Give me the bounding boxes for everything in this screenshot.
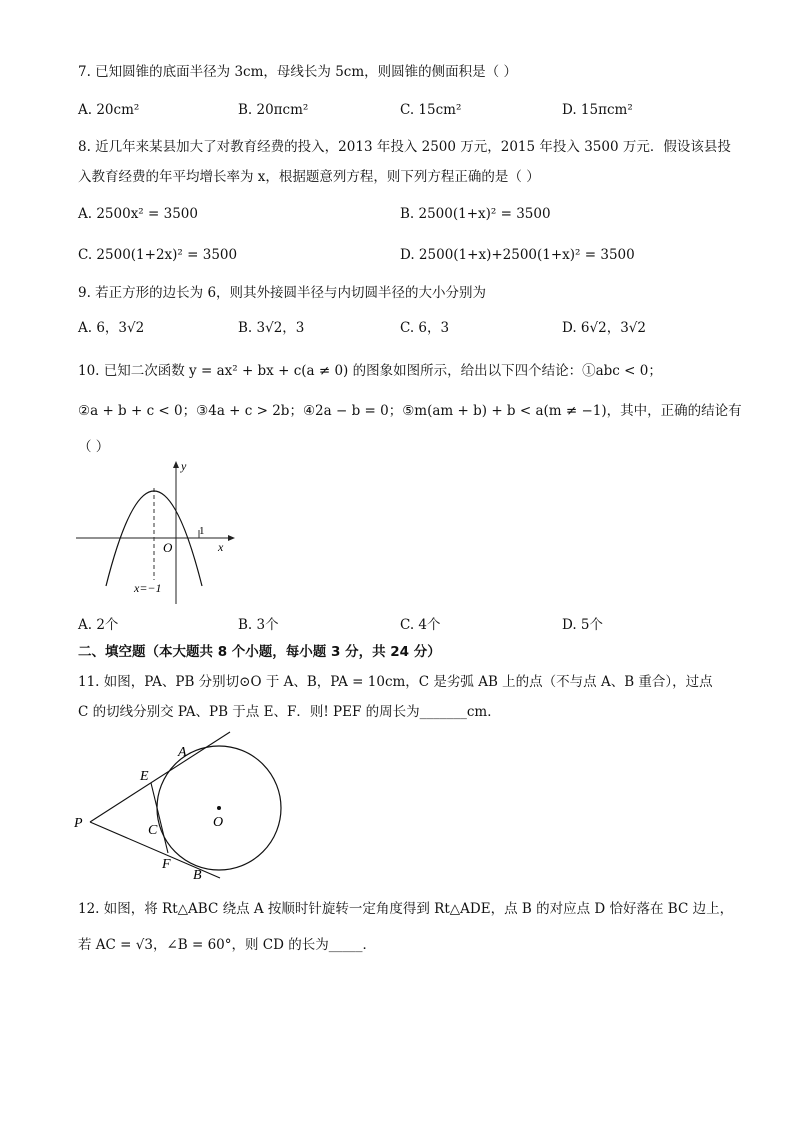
q10-option-c: C. 4个 — [400, 617, 441, 633]
q8-stem-line1: 8. 近几年来某县加大了对教育经费的投入，2013 年投入 2500 万元，2015 年投入 3500 万元．假设该县投 — [78, 139, 731, 155]
q8-option-b: B. 2500(1+x)² = 3500 — [400, 206, 551, 222]
label-o: O — [213, 815, 224, 830]
tangent-circle-figure — [72, 728, 312, 888]
q9-option-c: C. 6，3 — [400, 320, 450, 336]
label-e: E — [140, 769, 149, 784]
q9-option-a: A. 6，3√2 — [78, 320, 145, 336]
q10-option-b: B. 3个 — [238, 617, 279, 633]
label-a: A — [178, 745, 187, 760]
q10-stem-line3: （ ） — [78, 439, 110, 455]
q11-stem-line2: C 的切线分别交 PA、PB 于点 E、F．则! PEF 的周长为_______cm． — [78, 704, 501, 720]
q7-stem: 7. 已知圆锥的底面半径为 3cm，母线长为 5cm，则圆锥的侧面积是（ ） — [78, 64, 517, 80]
tangent-ef — [151, 783, 168, 853]
tangent-pa — [90, 732, 230, 822]
q7-option-d: D. 15πcm² — [562, 102, 633, 118]
q9-stem: 9. 若正方形的边长为 6，则其外接圆半径与内切圆半径的大小分别为 — [78, 285, 487, 301]
parabola-figure — [72, 458, 242, 608]
q10-option-a: A. 2个 — [78, 617, 119, 633]
x-axis-arrow — [228, 535, 235, 541]
y-axis-label: y — [181, 459, 187, 473]
q8-option-a: A. 2500x² = 3500 — [78, 206, 198, 222]
q11-stem-line1: 11. 如图，PA、PB 分别切⊙O 于 A、B，PA = 10cm，C 是劣弧 AB 上的点（不与点 A、B 重合），过点 — [78, 674, 713, 690]
label-b: B — [193, 868, 202, 883]
y-axis-arrow — [173, 461, 179, 468]
q8-option-c: C. 2500(1+2x)² = 3500 — [78, 247, 238, 263]
q7-option-b: B. 20πcm² — [238, 102, 309, 118]
origin-label: O — [163, 540, 173, 555]
q8-option-d: D. 2500(1+x)+2500(1+x)² = 3500 — [400, 247, 635, 263]
label-p: P — [74, 816, 83, 831]
q10-stem-line2: ②a + b + c < 0；③4a + c > 2b；④2a − b = 0；⑤m(am + b) + b < a(m ≠ −1)，其中，正确的结论有 — [78, 403, 742, 419]
section-title-fill-in: 二、填空题（本大题共 8 个小题，每小题 3 分，共 24 分） — [78, 644, 441, 660]
x-axis-label: x — [218, 540, 224, 554]
q7-option-c: C. 15cm² — [400, 102, 462, 118]
q8-stem-line2: 入教育经费的年平均增长率为 x，根据题意列方程，则下列方程正确的是（ ） — [78, 169, 540, 185]
q10-stem-line1: 10. 已知二次函数 y = ax² + bx + c(a ≠ 0) 的图象如图所示，给出以下四个结论：①abc < 0； — [78, 363, 662, 379]
symmetry-axis-label: x=−1 — [134, 581, 162, 595]
q9-option-b: B. 3√2，3 — [238, 320, 305, 336]
one-label: 1 — [199, 525, 205, 537]
q12-stem-line2: 若 AC = √3，∠B = 60°，则 CD 的长为_____． — [78, 937, 376, 953]
label-c: C — [148, 823, 158, 838]
label-f: F — [162, 857, 171, 872]
q10-option-d: D. 5个 — [562, 617, 604, 633]
q7-option-a: A. 20cm² — [78, 102, 140, 118]
q12-stem-line1: 12. 如图，将 Rt△ABC 绕点 A 按顺时针旋转一定角度得到 Rt△ADE，点 B 的对应点 D 恰好落在 BC 边上， — [78, 901, 734, 917]
q9-option-d: D. 6√2，3√2 — [562, 320, 646, 336]
center-point — [217, 806, 221, 810]
